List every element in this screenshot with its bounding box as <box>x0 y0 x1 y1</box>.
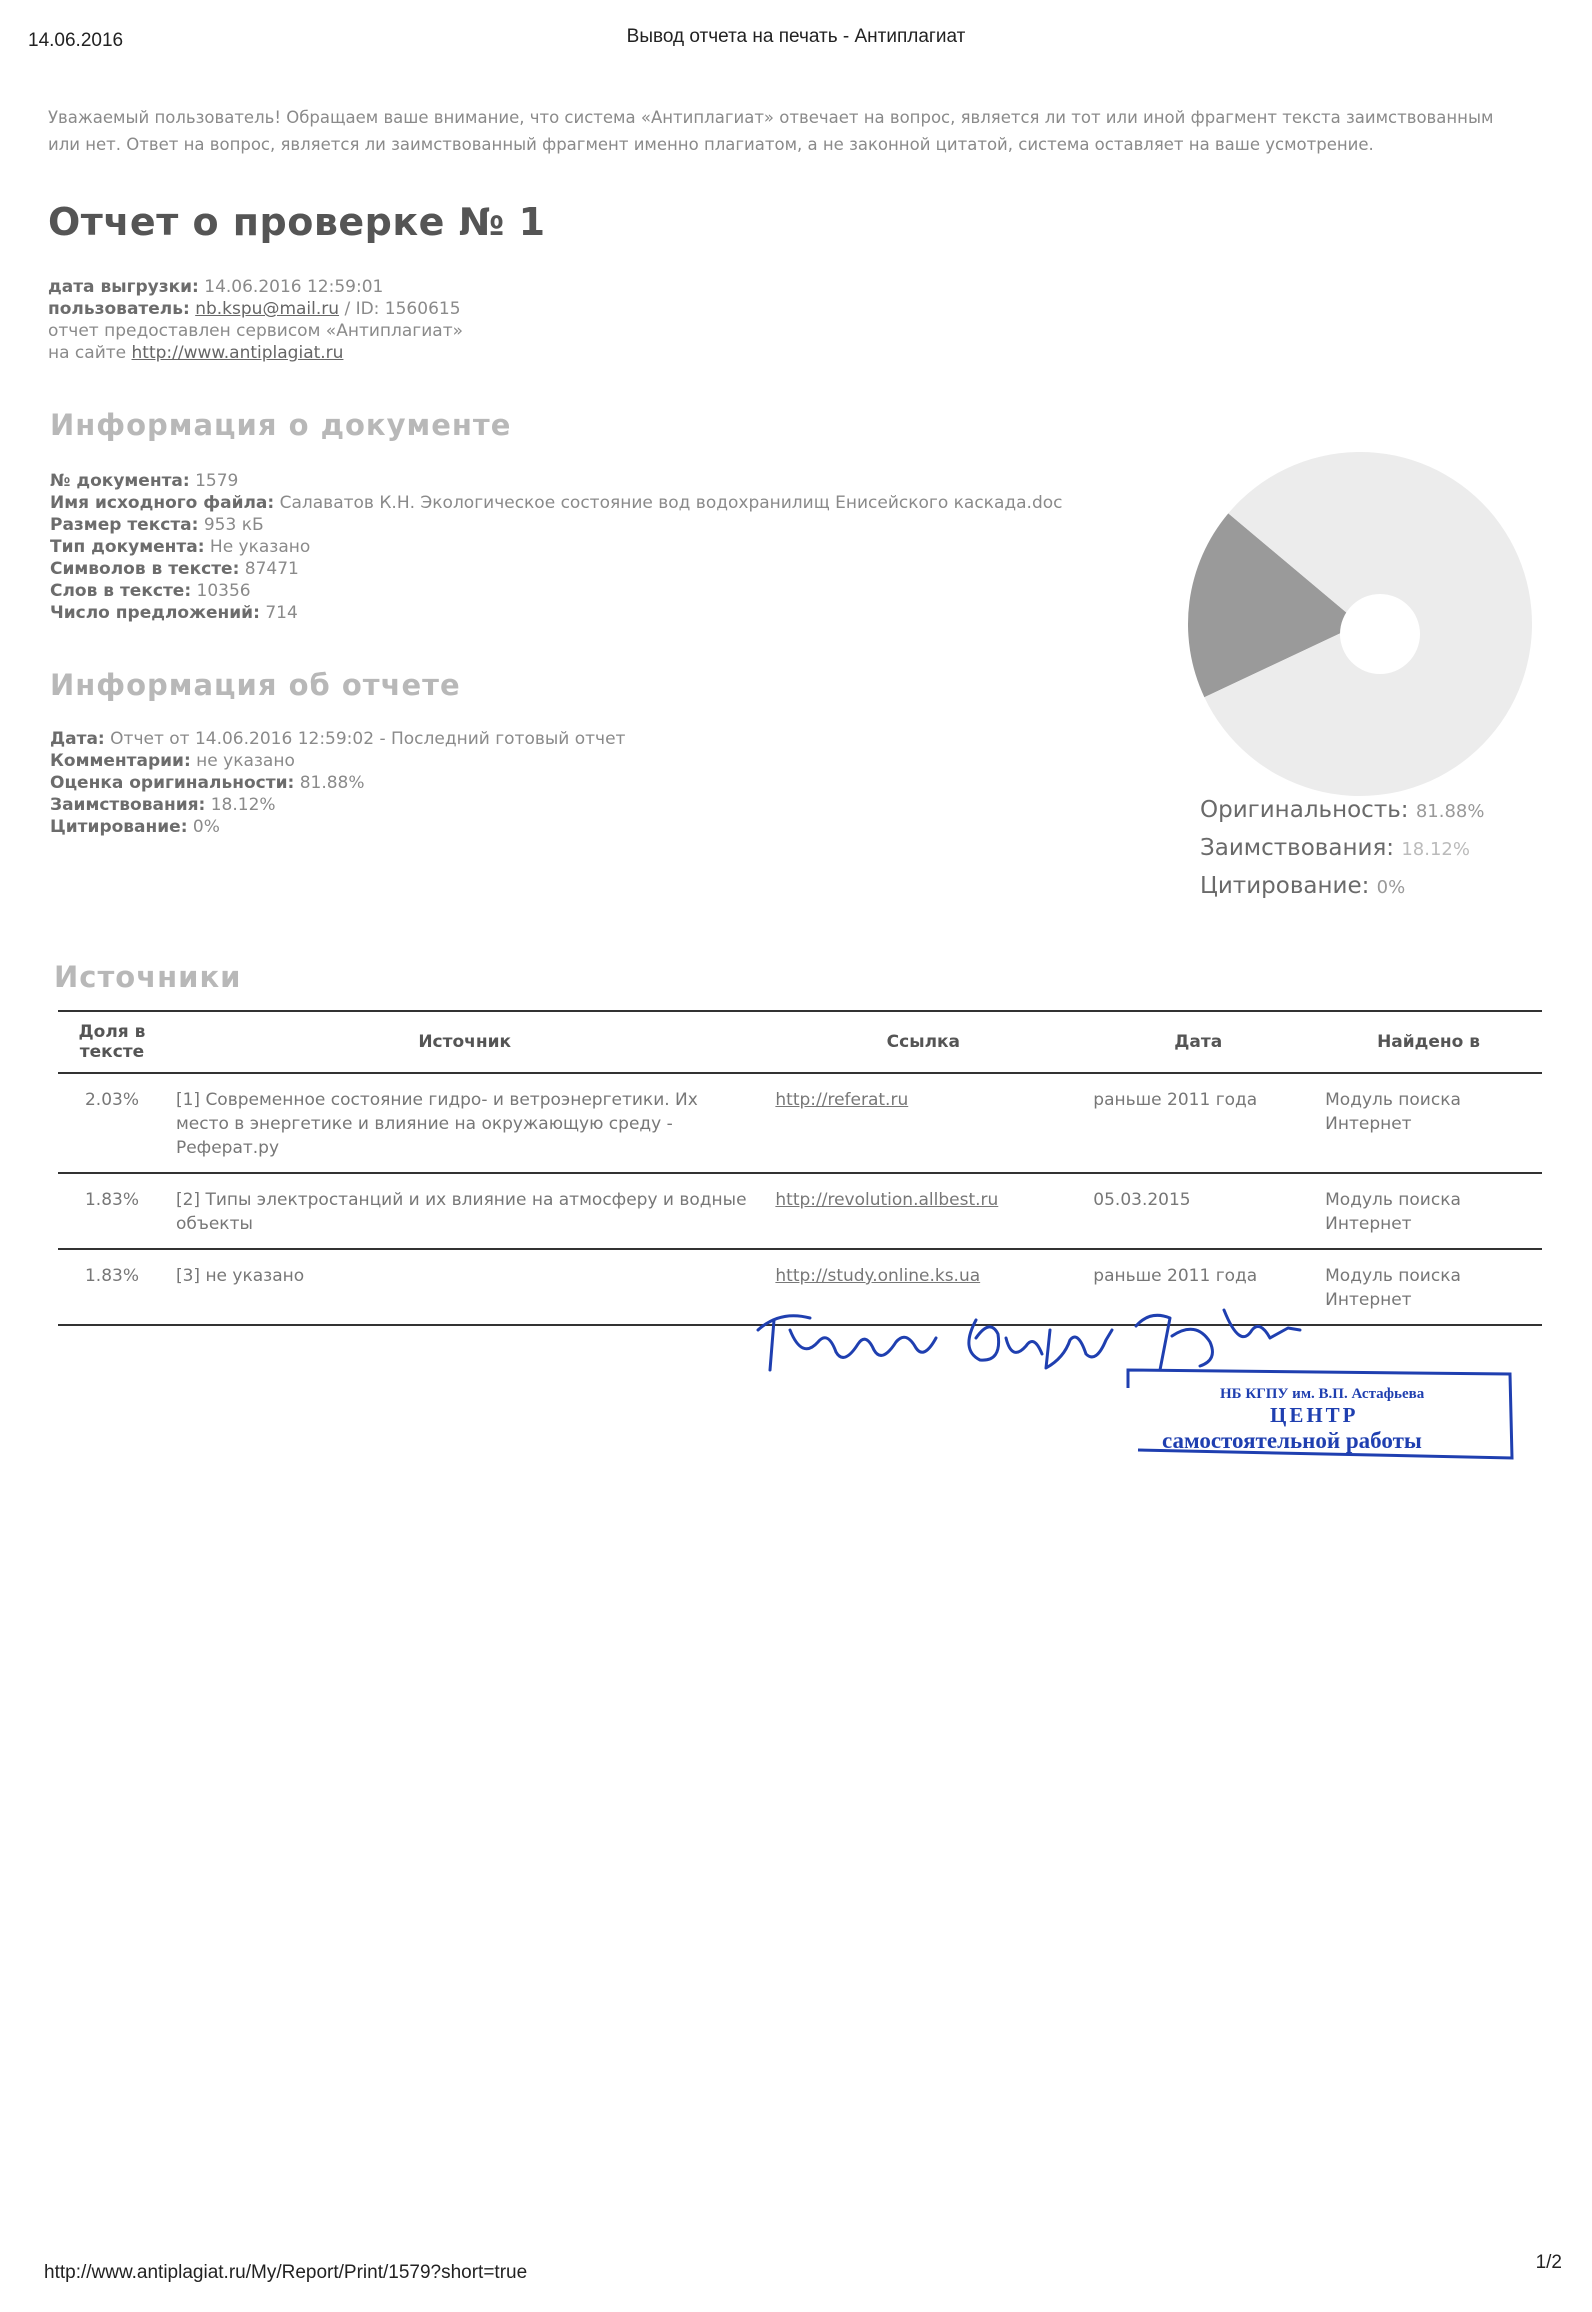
legend-item-borrowing <box>1200 830 1484 868</box>
report-field <box>50 728 625 750</box>
col-link: Ссылка <box>764 1011 1082 1073</box>
sources-heading: Источники <box>54 960 242 994</box>
sources-table <box>58 1010 1542 1326</box>
doc-field-value: Салаватов К.Н. Экологическое состояние вод водохранилищ Енисейского каскада.doc <box>279 493 1063 513</box>
report-field-label: Заимствования: <box>50 795 206 815</box>
row-share: 2.03% <box>59 1073 165 1173</box>
legend-item-originality <box>1200 792 1484 830</box>
doc-field-value: 714 <box>265 603 298 623</box>
stamp-line-2: ЦЕНТР <box>1270 1403 1359 1427</box>
user-email-link[interactable]: nb.kspu@mail.ru <box>195 299 340 319</box>
organization-stamp <box>1128 1370 1512 1458</box>
legend-value: 18.12% <box>1401 839 1470 860</box>
doc-field-value: 87471 <box>244 559 299 579</box>
print-title: Вывод отчета на печать - Антиплагиат <box>626 26 966 47</box>
row-found: Модуль поиска Интернет <box>1314 1073 1542 1173</box>
row-link[interactable]: http://revolution.allbest.ru <box>775 1190 999 1210</box>
doc-field-value: 10356 <box>196 581 251 601</box>
export-date-label: дата выгрузки: <box>48 277 199 297</box>
row-share: 1.83% <box>59 1173 165 1249</box>
report-field-value: Отчет от 14.06.2016 12:59:02 - Последний готовый отчет <box>110 729 626 749</box>
report-field-value: 81.88% <box>299 773 365 793</box>
user-label: пользователь: <box>48 299 190 319</box>
legend-value: 81.88% <box>1415 801 1485 822</box>
site-prefix: на сайте <box>48 343 127 363</box>
legend-item-citation <box>1200 868 1484 906</box>
doc-field <box>50 558 1062 580</box>
doc-field <box>50 470 1062 492</box>
stamp-line-1: НБ КГПУ им. В.П. Астафьева <box>1220 1386 1425 1402</box>
row-date: раньше 2011 года <box>1082 1249 1314 1325</box>
site-link[interactable]: http://www.antiplagiat.ru <box>131 343 344 363</box>
report-field <box>50 772 625 794</box>
notice-text: Уважаемый пользователь! Обращаем ваше внимание, что система «Антиплагиат» отвечает на вопрос, является ли тот или иной фрагмент текста заимствованным или нет. Ответ на вопрос, является ли заимствованный фрагмент именно плагиатом, а не законной цитатой, система оставляет на ваше усмотрение. <box>48 108 1494 154</box>
doc-field <box>50 536 1062 558</box>
report-meta <box>48 276 463 364</box>
row-date: 05.03.2015 <box>1082 1173 1314 1249</box>
doc-field-label: Слов в тексте: <box>50 581 192 601</box>
report-field-label: Оценка оригинальности: <box>50 773 295 793</box>
row-found: Модуль поиска Интернет <box>1314 1249 1542 1325</box>
doc-field-label: Тип документа: <box>50 537 205 557</box>
doc-field-value: 953 кБ <box>203 515 264 535</box>
legend-label: Оригинальность: <box>1200 797 1409 823</box>
table-row <box>59 1073 1542 1173</box>
doc-field-value: 1579 <box>195 471 239 491</box>
row-source: [2] Типы электростанций и их влияние на атмосферу и водные объекты <box>165 1173 764 1249</box>
report-field-value: 18.12% <box>210 795 276 815</box>
table-row <box>59 1173 1542 1249</box>
doc-info-heading: Информация о документе <box>50 408 512 442</box>
legend-label: Цитирование: <box>1200 873 1370 899</box>
service-line: отчет предоставлен сервисом «Антиплагиат» <box>48 321 463 341</box>
report-field <box>50 794 625 816</box>
doc-field <box>50 514 1062 536</box>
legend-label: Заимствования: <box>1200 835 1395 861</box>
row-link[interactable]: http://referat.ru <box>775 1090 909 1110</box>
report-info-heading: Информация об отчете <box>50 668 461 702</box>
doc-field <box>50 492 1062 514</box>
export-date-value: 14.06.2016 12:59:01 <box>204 277 384 297</box>
chart-legend <box>1200 792 1484 906</box>
sources-header-row <box>59 1011 1542 1073</box>
col-share: Доля в тексте <box>59 1011 165 1073</box>
report-field <box>50 750 625 772</box>
report-info-list <box>50 728 625 838</box>
col-date: Дата <box>1082 1011 1314 1073</box>
report-field-label: Комментарии: <box>50 751 191 771</box>
footer-url: http://www.antiplagiat.ru/My/Report/Print/1579?short=true <box>44 2262 528 2283</box>
print-date: 14.06.2016 <box>28 30 124 51</box>
doc-field-label: Символов в тексте: <box>50 559 240 579</box>
user-id: / ID: 1560615 <box>344 299 461 319</box>
col-source: Источник <box>165 1011 764 1073</box>
doc-field-label: Размер текста: <box>50 515 199 535</box>
doc-field-label: Имя исходного файла: <box>50 493 275 513</box>
stamp-line-3: самостоятельной работы <box>1162 1428 1422 1453</box>
row-share: 1.83% <box>59 1249 165 1325</box>
doc-field-label: № документа: <box>50 471 190 491</box>
report-field-value: 0% <box>192 817 220 837</box>
doc-field-label: Число предложений: <box>50 603 260 623</box>
doc-info-list <box>50 470 1062 624</box>
row-link[interactable]: http://study.online.ks.ua <box>775 1266 981 1286</box>
doc-field-value: Не указано <box>209 537 311 557</box>
report-field <box>50 816 625 838</box>
doc-field <box>50 580 1062 602</box>
row-source: [1] Современное состояние гидро- и ветроэнергетики. Их место в энергетике и влияние на окружающую среду - Реферат.ру <box>165 1073 764 1173</box>
signature-and-stamp <box>740 1290 1540 1470</box>
col-found: Найдено в <box>1314 1011 1542 1073</box>
report-field-label: Цитирование: <box>50 817 188 837</box>
report-title: Отчет о проверке № 1 <box>48 200 546 244</box>
report-field-value: не указано <box>196 751 295 771</box>
row-found: Модуль поиска Интернет <box>1314 1173 1542 1249</box>
pie-center-hole <box>1340 594 1420 674</box>
report-field-label: Дата: <box>50 729 105 749</box>
legend-value: 0% <box>1376 877 1406 898</box>
doc-field <box>50 602 1062 624</box>
page-number: 1/2 <box>1535 2252 1562 2273</box>
originality-pie-chart <box>1180 444 1540 804</box>
row-source: [3] не указано <box>165 1249 764 1325</box>
handwritten-signature <box>758 1310 1300 1370</box>
row-date: раньше 2011 года <box>1082 1073 1314 1173</box>
